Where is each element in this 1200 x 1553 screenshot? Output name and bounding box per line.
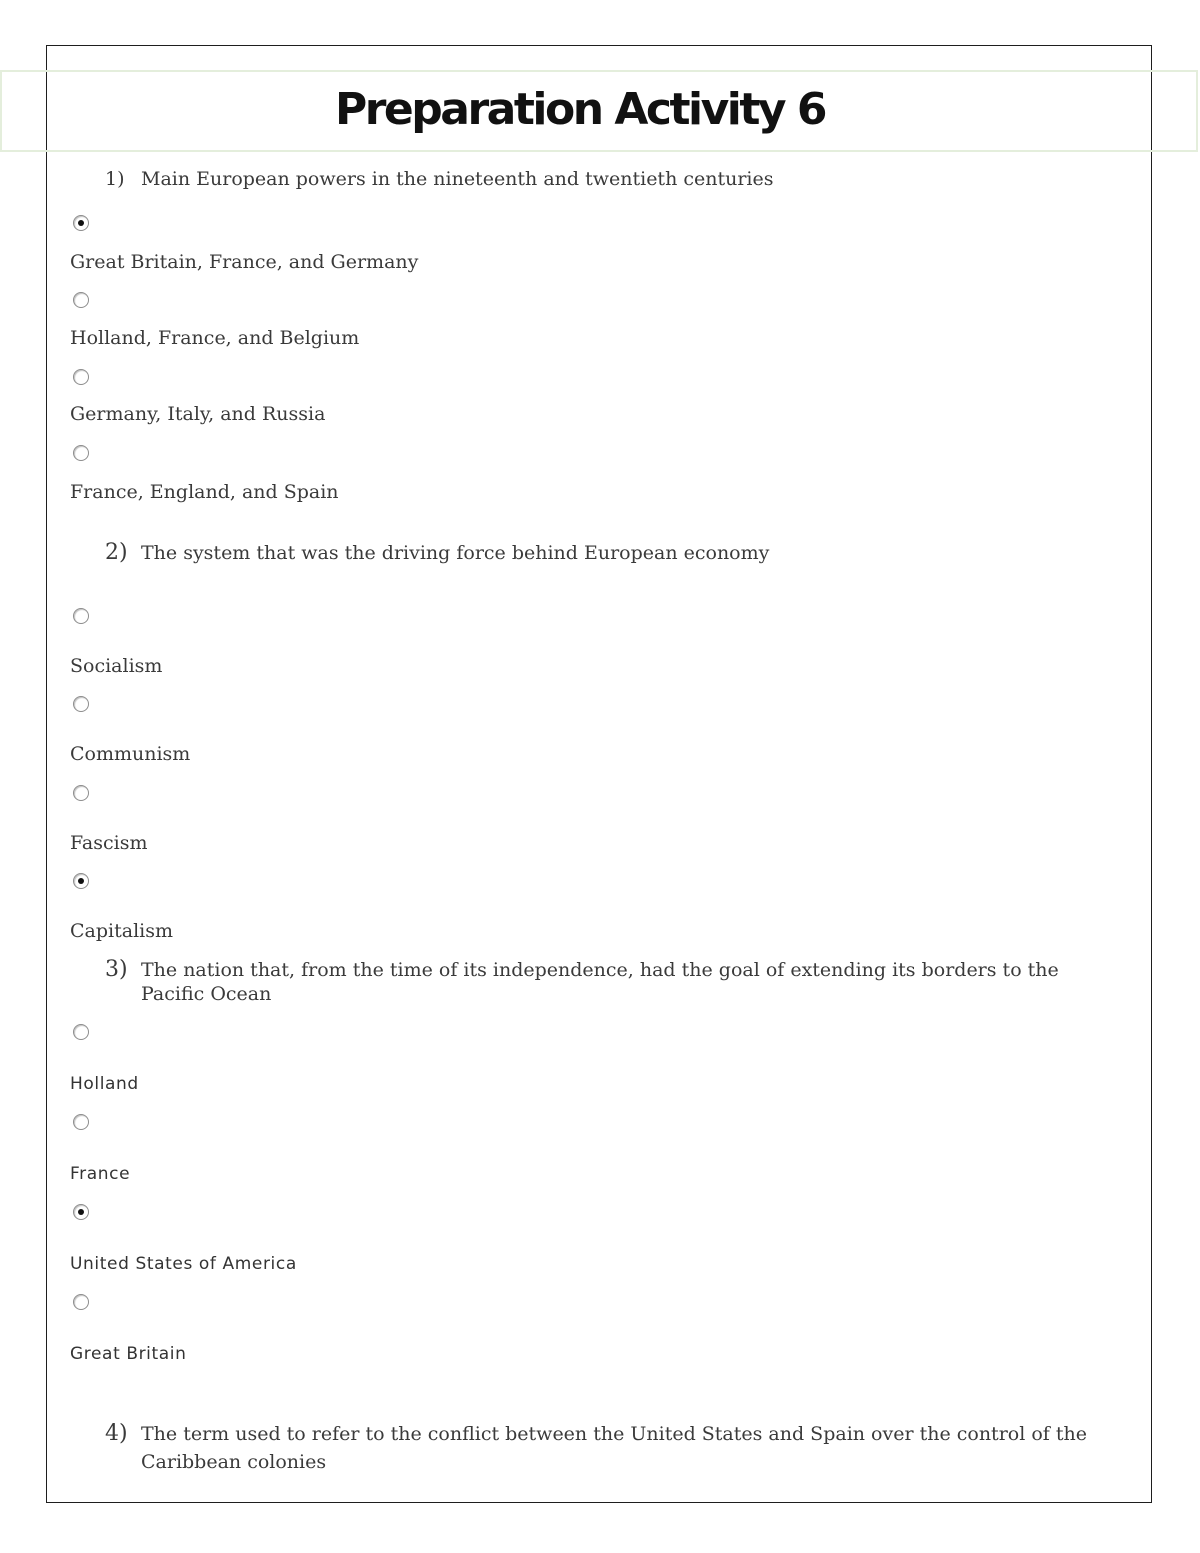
option-label: Communism <box>70 743 191 765</box>
question-4 <box>105 1420 1115 1476</box>
question-text: The term used to refer to the conflict between the United States and Spain over the control of the Caribbean colonies <box>141 1423 1087 1473</box>
option-label: Socialism <box>70 655 163 677</box>
option-label: Holland <box>70 1074 139 1094</box>
radio-button-q3-opt1[interactable] <box>73 1024 89 1040</box>
question-text: The system that was the driving force behind European economy <box>141 542 770 564</box>
question-2 <box>105 541 1115 565</box>
option-label: Germany, Italy, and Russia <box>70 403 326 425</box>
question-1 <box>105 167 1115 191</box>
option-label: Fascism <box>70 832 148 854</box>
option-label: Great Britain <box>70 1344 187 1364</box>
question-number: 2) <box>105 540 128 565</box>
question-text: Main European powers in the nineteenth and twentieth centuries <box>141 168 774 190</box>
question-number: 1) <box>105 168 125 190</box>
radio-button-q2-opt4[interactable] <box>73 873 89 889</box>
question-3 <box>105 958 1115 1006</box>
radio-button-q1-opt3[interactable] <box>73 369 89 385</box>
radio-button-q3-opt2[interactable] <box>73 1114 89 1130</box>
radio-button-q3-opt4[interactable] <box>73 1294 89 1310</box>
radio-button-q3-opt3[interactable] <box>73 1204 89 1220</box>
option-label: Holland, France, and Belgium <box>70 327 360 349</box>
option-label: Great Britain, France, and Germany <box>70 251 419 273</box>
radio-button-q1-opt4[interactable] <box>73 445 89 461</box>
radio-button-q1-opt2[interactable] <box>73 292 89 308</box>
option-label: United States of America <box>70 1254 297 1274</box>
radio-button-q2-opt3[interactable] <box>73 785 89 801</box>
radio-button-q2-opt2[interactable] <box>73 696 89 712</box>
question-number: 3) <box>105 957 128 982</box>
option-label: France, England, and Spain <box>70 481 339 503</box>
option-label: Capitalism <box>70 920 173 942</box>
question-number: 4) <box>105 1421 128 1446</box>
option-label: France <box>70 1164 131 1184</box>
question-text: The nation that, from the time of its independence, had the goal of extending its borders to the Pacific Ocean <box>141 959 1059 1005</box>
radio-button-q1-opt1[interactable] <box>73 215 89 231</box>
radio-button-q2-opt1[interactable] <box>73 608 89 624</box>
page-title: Preparation Activity 6 <box>334 84 825 135</box>
